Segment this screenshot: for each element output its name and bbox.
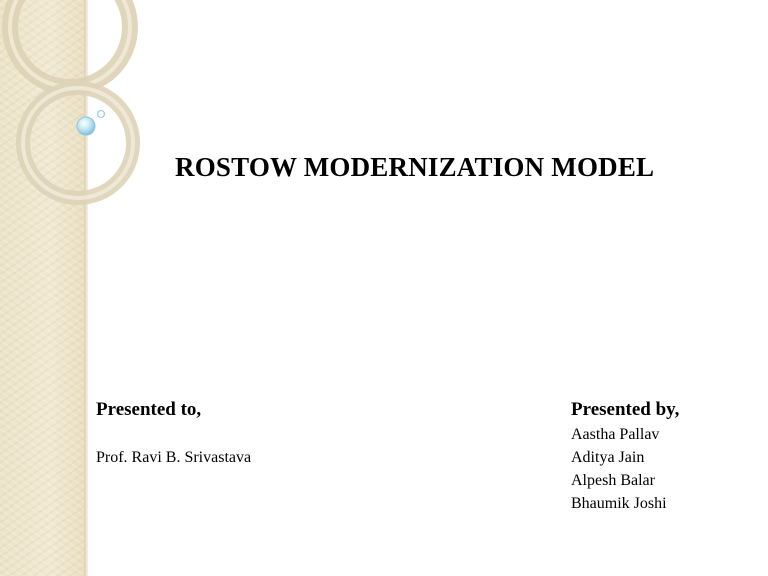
presented-by-block <box>571 397 679 515</box>
large-ring-shape <box>10 0 130 87</box>
presenter-name: Aditya Jain <box>571 449 645 466</box>
presenter-name: Bhaumik Joshi <box>571 495 667 512</box>
presented-to-heading: Presented to, <box>96 399 202 420</box>
decorative-rings <box>0 0 200 240</box>
presenter-name: Alpesh Balar <box>571 472 655 489</box>
professor-name: Prof. Ravi B. Srivastava <box>96 449 252 466</box>
small-bubble-icon <box>98 111 105 118</box>
presented-to-block <box>96 397 251 469</box>
large-bubble-icon <box>77 117 95 135</box>
slide-title: ROSTOW MODERNIZATION MODEL <box>175 152 655 182</box>
presented-by-heading: Presented by, <box>571 399 680 420</box>
presenter-name: Aastha Pallav <box>571 426 660 443</box>
